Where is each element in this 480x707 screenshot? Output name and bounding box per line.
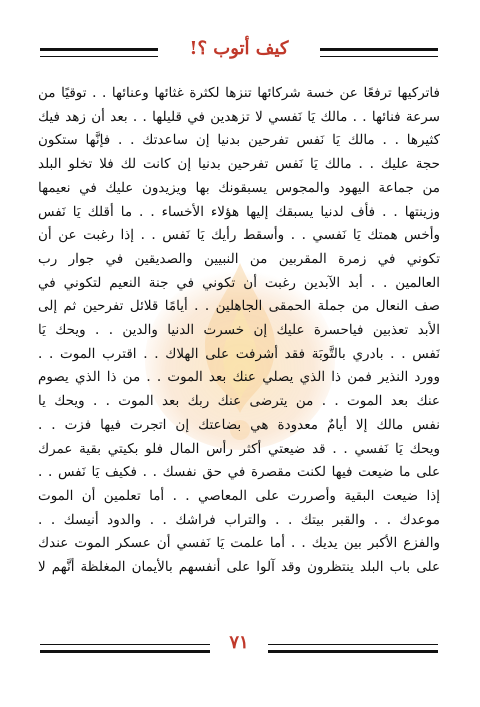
text-line: إذا ضيعت البقية وأصررت على المعاصي . . أما تعلمين أن الموت (38, 487, 440, 504)
text-line: وأخس همتك يَا نَفسي . . وأسقط رأيك يَا نَفس . . إذا رغبت عن أن (38, 227, 440, 244)
footer-rule-right-thin (268, 644, 438, 645)
header-rule-right-thin (320, 56, 438, 57)
text-line: حجة عليك . . مالك يَا نَفس تفرحين بدنيا إن كانت لك فلا تخلو البلد (38, 156, 440, 173)
page-number: ٧١ (229, 632, 249, 653)
text-line: وزينتها . . فأف لدنيا يسبقك إليها هؤلاء الأخساء . . ما أقلك يَا نَفس (38, 203, 440, 220)
text-line: سرعة فنائها . . مالك يَا نَفسي لا تزهدين في قليلها . . بعد أن زهد فيك (38, 108, 440, 125)
text-line: على باب البلد ينتظرون وقد آلوا على أنفسهم بالأيمان المغلظة أنَّهم لا (38, 559, 440, 576)
text-line: ويحك يَا نَفسي . . قد ضيعتي أكثر رأس المال فلو بكيتي بقية عمرك (38, 440, 440, 457)
text-line: العالمين . . أبد الآبدين رغبت أن تكوني في جنة النعيم لتكوني في (38, 274, 440, 291)
text-line: الأبد تعذبين فياحسرة عليك إن خسرت الدنيا والدين . . ويحك يَا (38, 322, 440, 339)
text-line: كثيرها . . مالك يَا نَفس تفرحين بدنيا إن ساعدتك . . فإنَّها ستكون (38, 132, 440, 149)
text-line: عنك بعد الموت . . من يترضى عنك ربك بعد الموت . . ويحك يا (38, 393, 440, 410)
page-title: كيف أتوب ؟! (189, 38, 289, 59)
page-header (40, 34, 438, 74)
text-line: تكوني في زمرة المقربين من النبيين والصديقين في جوار رب (38, 250, 440, 267)
text-line: نفس مالك إلا أيامٌ معدودة هي بضاعتك إن اتجرت فيها فزت . . (38, 416, 440, 433)
page-footer (40, 632, 438, 666)
text-line: والفزع الأكبر بين يديك . . أما علمت يَا نَفسي أن عسكر الموت عندك (38, 535, 440, 552)
body-text (38, 82, 440, 580)
text-line: نَفس . . بادري بالتَّوبَة فقد أشرفت على الهلاك . . اقترب الموت . . (38, 345, 440, 362)
text-line: على ما ضيعت فيها لكنت مقصرة في حق نفسك . . فكيف يَا نَفس . . (38, 464, 440, 481)
text-line: موعدك . . والقبر بيتك . . والتراب فراشك . . والدود أنيسك . . (38, 511, 440, 528)
text-line: من جماعة اليهود والمجوس يسبقونك بها ويزيدون عليك في نعيمها (38, 179, 440, 196)
footer-rule-right-thick (268, 650, 438, 653)
text-line: وورد النذير فمن ذا الذي يصلي عنك بعد الموت . . من ذا الذي يصوم (38, 369, 440, 386)
header-rule-right-thick (320, 48, 438, 51)
text-line: صف النعال من جملة الحمقى الجاهلين . . أيامًا قلائل تفرحين ثم إلى (38, 298, 440, 315)
text-line: فاتركيها ترفعًا عن خسة شركائها تنزها لكثرة غثائها وعنائها . . توقيًا من (38, 85, 440, 101)
